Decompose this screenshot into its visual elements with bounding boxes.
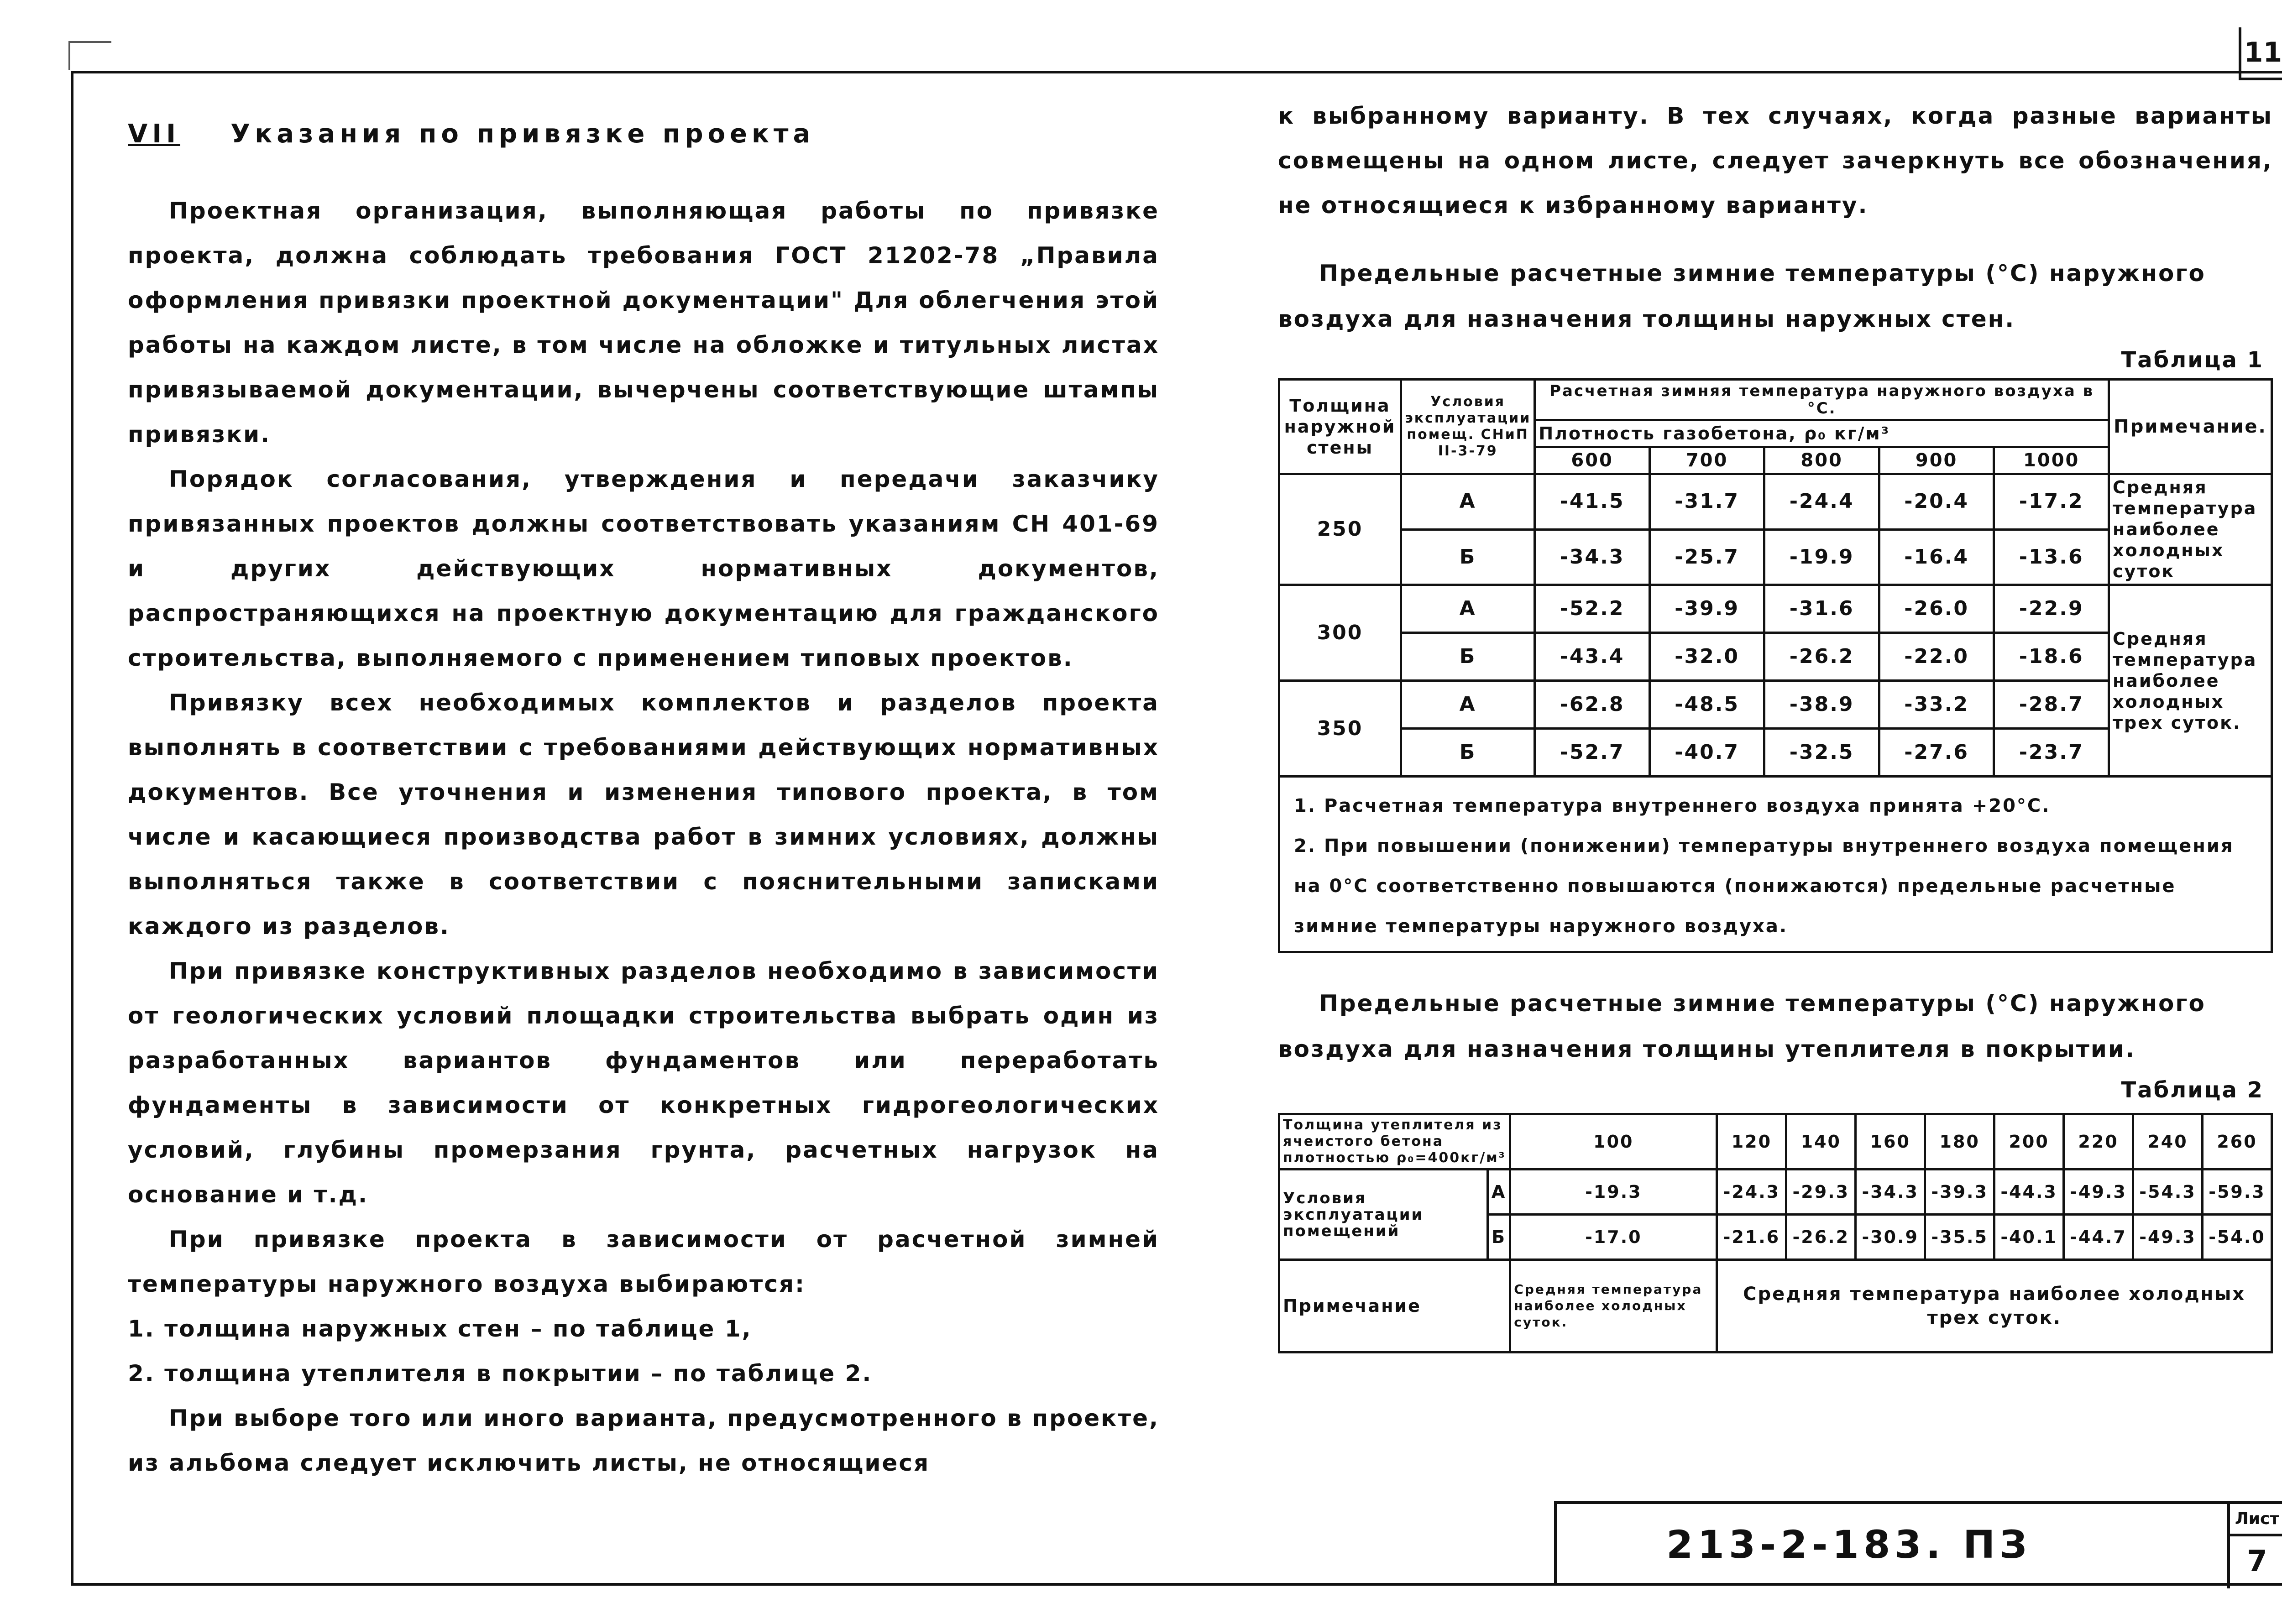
sheet-label: Лист: [2230, 1504, 2282, 1536]
thickness-header: 160: [1856, 1114, 1925, 1170]
thickness-header: 200: [1994, 1114, 2064, 1170]
document-code: 213-2-183. ПЗ: [1666, 1522, 2031, 1567]
section-heading: [128, 112, 1159, 157]
value-cell: -49.3: [2064, 1170, 2133, 1215]
note-cell: Средняя температура наиболее холодных суток.: [1510, 1260, 1717, 1352]
value-cell: -41.5: [1535, 474, 1650, 530]
value-cell: -40.1: [1994, 1215, 2064, 1260]
paragraph: Проектная организация, выполняющая работы по привязке проекта, должна соблюдать требования ГОСТ 21202-78 „Правила оформления привязки проектной документации" Для облегчения этой работы на каждом листе, в том числе на обложке и титульных листах привязываемой документации, вычерчены соответствующие штампы привязки.: [128, 198, 1159, 448]
table2: [1278, 1113, 2273, 1353]
value-cell: -24.4: [1764, 474, 1879, 530]
value-cell: -26.2: [1764, 633, 1879, 681]
condition-cell: А: [1487, 1170, 1510, 1215]
paragraph: Привязку всех необходимых комплектов и разделов проекта выполнять в соответствии с требованиями действующих нормативных документов. Все уточнения и изменения типового проекта, в том числе и касающиеся производства работ в зимних условиях, должны выполняться также в соответствии с пояснительными записками каждого из разделов.: [128, 689, 1159, 940]
condition-cell: Б: [1401, 633, 1535, 681]
thickness-header: 220: [2064, 1114, 2133, 1170]
condition-cell: Б: [1401, 529, 1535, 585]
col-header: Толщина наружной стены: [1279, 380, 1401, 474]
value-cell: -24.3: [1717, 1170, 1786, 1215]
corner-mark: [68, 41, 111, 70]
value-cell: -30.9: [1856, 1215, 1925, 1260]
note-cell: Средняя температура наиболее холодных трех суток.: [1717, 1260, 2272, 1352]
value-cell: -16.4: [1879, 529, 1994, 585]
condition-cell: Б: [1487, 1215, 1510, 1260]
value-cell: -23.7: [1994, 729, 2109, 777]
table-row: [1279, 1260, 2272, 1352]
title-stamp: [1554, 1501, 2282, 1586]
value-cell: -34.3: [1856, 1170, 1925, 1215]
table1: [1278, 378, 2273, 778]
value-cell: -26.2: [1786, 1215, 1856, 1260]
value-cell: -31.7: [1649, 474, 1764, 530]
sheet-number: 7: [2247, 1545, 2267, 1578]
note-cell: Средняя температура наиболее холодных суток: [2109, 474, 2272, 585]
value-cell: -31.6: [1764, 585, 1879, 633]
table1-note: 2. При повышении (понижении) температуры внутреннего воздуха помещения на 0°С соответственно повышаются (понижаются) предельные расчетные зимние температуры наружного воздуха.: [1294, 835, 2234, 937]
value-cell: -27.6: [1879, 729, 1994, 777]
sheet-box: [2227, 1504, 2282, 1588]
value-cell: -49.3: [2133, 1215, 2203, 1260]
value-cell: -48.5: [1649, 681, 1764, 729]
value-cell: -43.4: [1535, 633, 1650, 681]
thickness-header: 260: [2202, 1114, 2272, 1170]
continuation-paragraph: к выбранному варианту. В тех случаях, когда разные варианты совмещены на одном листе, следует зачеркнуть все обозначения, не относящиеся к избранному варианту.: [1278, 103, 2273, 219]
left-column: [128, 112, 1159, 1485]
table2-caption: Предельные расчетные зимние температуры (°С) наружного воздуха для назначения толщины утеплителя в покрытии.: [1278, 990, 2206, 1062]
density-header: 900: [1879, 447, 1994, 474]
table-row: [1279, 474, 2272, 530]
paragraph: При привязке конструктивных разделов необходимо в зависимости от геологических условий площадки строительства выбрать один из разработанных вариантов фундаментов или переработать фундаменты в зависимости от конкретных гидрогеологических условий, глубины промерзания грунта, расчетных нагрузок на основание и т.д.: [128, 958, 1159, 1208]
value-cell: -62.8: [1535, 681, 1650, 729]
value-cell: -44.7: [2064, 1215, 2133, 1260]
col-header: Толщина утеплителя из ячеистого бетона плотностью ρ₀=400кг/м³: [1279, 1114, 1510, 1170]
table-row: [1279, 1170, 2272, 1215]
value-cell: -52.7: [1535, 729, 1650, 777]
table1-label: Таблица 1: [2121, 347, 2264, 373]
list-item: 2. толщина утеплителя в покрытии – по таблице 2.: [128, 1360, 873, 1387]
density-header: 800: [1764, 447, 1879, 474]
condition-cell: Б: [1401, 729, 1535, 777]
thickness-header: 100: [1510, 1114, 1717, 1170]
section-title: Указания по привязке проекта: [230, 119, 815, 149]
row-header: Примечание: [1279, 1260, 1510, 1352]
value-cell: -29.3: [1786, 1170, 1856, 1215]
value-cell: -20.4: [1879, 474, 1994, 530]
paragraph: При выборе того или иного варианта, предусмотренного в проекте, из альбома следует исключить листы, не относящиеся: [128, 1405, 1159, 1476]
col-header: Условия эксплуатации помещ. СНиП II-3-79: [1401, 380, 1535, 474]
value-cell: -13.6: [1994, 529, 2109, 585]
condition-cell: А: [1401, 681, 1535, 729]
section-number: VII: [128, 119, 181, 149]
condition-cell: А: [1401, 585, 1535, 633]
value-cell: -39.3: [1925, 1170, 1994, 1215]
col-header: Плотность газобетона, ρ₀ кг/м³: [1535, 420, 2109, 447]
value-cell: -28.7: [1994, 681, 2109, 729]
density-header: 1000: [1994, 447, 2109, 474]
value-cell: -32.5: [1764, 729, 1879, 777]
table2-label: Таблица 2: [2121, 1077, 2264, 1103]
value-cell: -59.3: [2202, 1170, 2272, 1215]
thickness-cell: 300: [1279, 585, 1401, 681]
density-header: 700: [1649, 447, 1764, 474]
list-item: 1. толщина наружных стен – по таблице 1,: [128, 1316, 752, 1342]
value-cell: -54.0: [2202, 1215, 2272, 1260]
value-cell: -17.2: [1994, 474, 2109, 530]
note-cell: Средняя температура наиболее холодных трех суток.: [2109, 585, 2272, 777]
value-cell: -25.7: [1649, 529, 1764, 585]
condition-cell: А: [1401, 474, 1535, 530]
value-cell: -19.3: [1510, 1170, 1717, 1215]
value-cell: -35.5: [1925, 1215, 1994, 1260]
value-cell: -26.0: [1879, 585, 1994, 633]
value-cell: -22.9: [1994, 585, 2109, 633]
paragraph: Порядок согласования, утверждения и передачи заказчику привязанных проектов должны соответствовать указаниям СН 401-69 и других действующих нормативных документов, распространяющихся на проектную документацию для гражданского строительства, выполняемого с применением типовых проектов.: [128, 466, 1159, 671]
value-cell: -22.0: [1879, 633, 1994, 681]
value-cell: -17.0: [1510, 1215, 1717, 1260]
thickness-header: 140: [1786, 1114, 1856, 1170]
value-cell: -39.9: [1649, 585, 1764, 633]
table-row: [1279, 585, 2272, 633]
col-header: Примечание.: [2109, 380, 2272, 474]
value-cell: -21.6: [1717, 1215, 1786, 1260]
value-cell: -40.7: [1649, 729, 1764, 777]
thickness-cell: 250: [1279, 474, 1401, 585]
thickness-header: 120: [1717, 1114, 1786, 1170]
density-header: 600: [1535, 447, 1650, 474]
col-header: Расчетная зимняя температура наружного воздуха в °С.: [1535, 380, 2109, 420]
value-cell: -34.3: [1535, 529, 1650, 585]
value-cell: -18.6: [1994, 633, 2109, 681]
value-cell: -32.0: [1649, 633, 1764, 681]
paragraph: При привязке проекта в зависимости от расчетной зимней температуры наружного воздуха выбираются:: [128, 1226, 1159, 1297]
value-cell: -44.3: [1994, 1170, 2064, 1215]
value-cell: -19.9: [1764, 529, 1879, 585]
thickness-header: 240: [2133, 1114, 2203, 1170]
thickness-header: 180: [1925, 1114, 1994, 1170]
value-cell: -54.3: [2133, 1170, 2203, 1215]
right-column: [1278, 94, 2273, 1353]
table1-caption: Предельные расчетные зимние температуры (°С) наружного воздуха для назначения толщины наружных стен.: [1278, 260, 2206, 332]
sheet-top-number: 11: [2239, 27, 2282, 80]
value-cell: -33.2: [1879, 681, 1994, 729]
thickness-cell: 350: [1279, 681, 1401, 777]
table1-note: 1. Расчетная температура внутреннего воздуха принята +20°С.: [1294, 795, 2051, 816]
value-cell: -38.9: [1764, 681, 1879, 729]
row-header: Условия эксплуатации помещений: [1279, 1170, 1488, 1260]
value-cell: -52.2: [1535, 585, 1650, 633]
table1-notes: [1278, 778, 2273, 953]
